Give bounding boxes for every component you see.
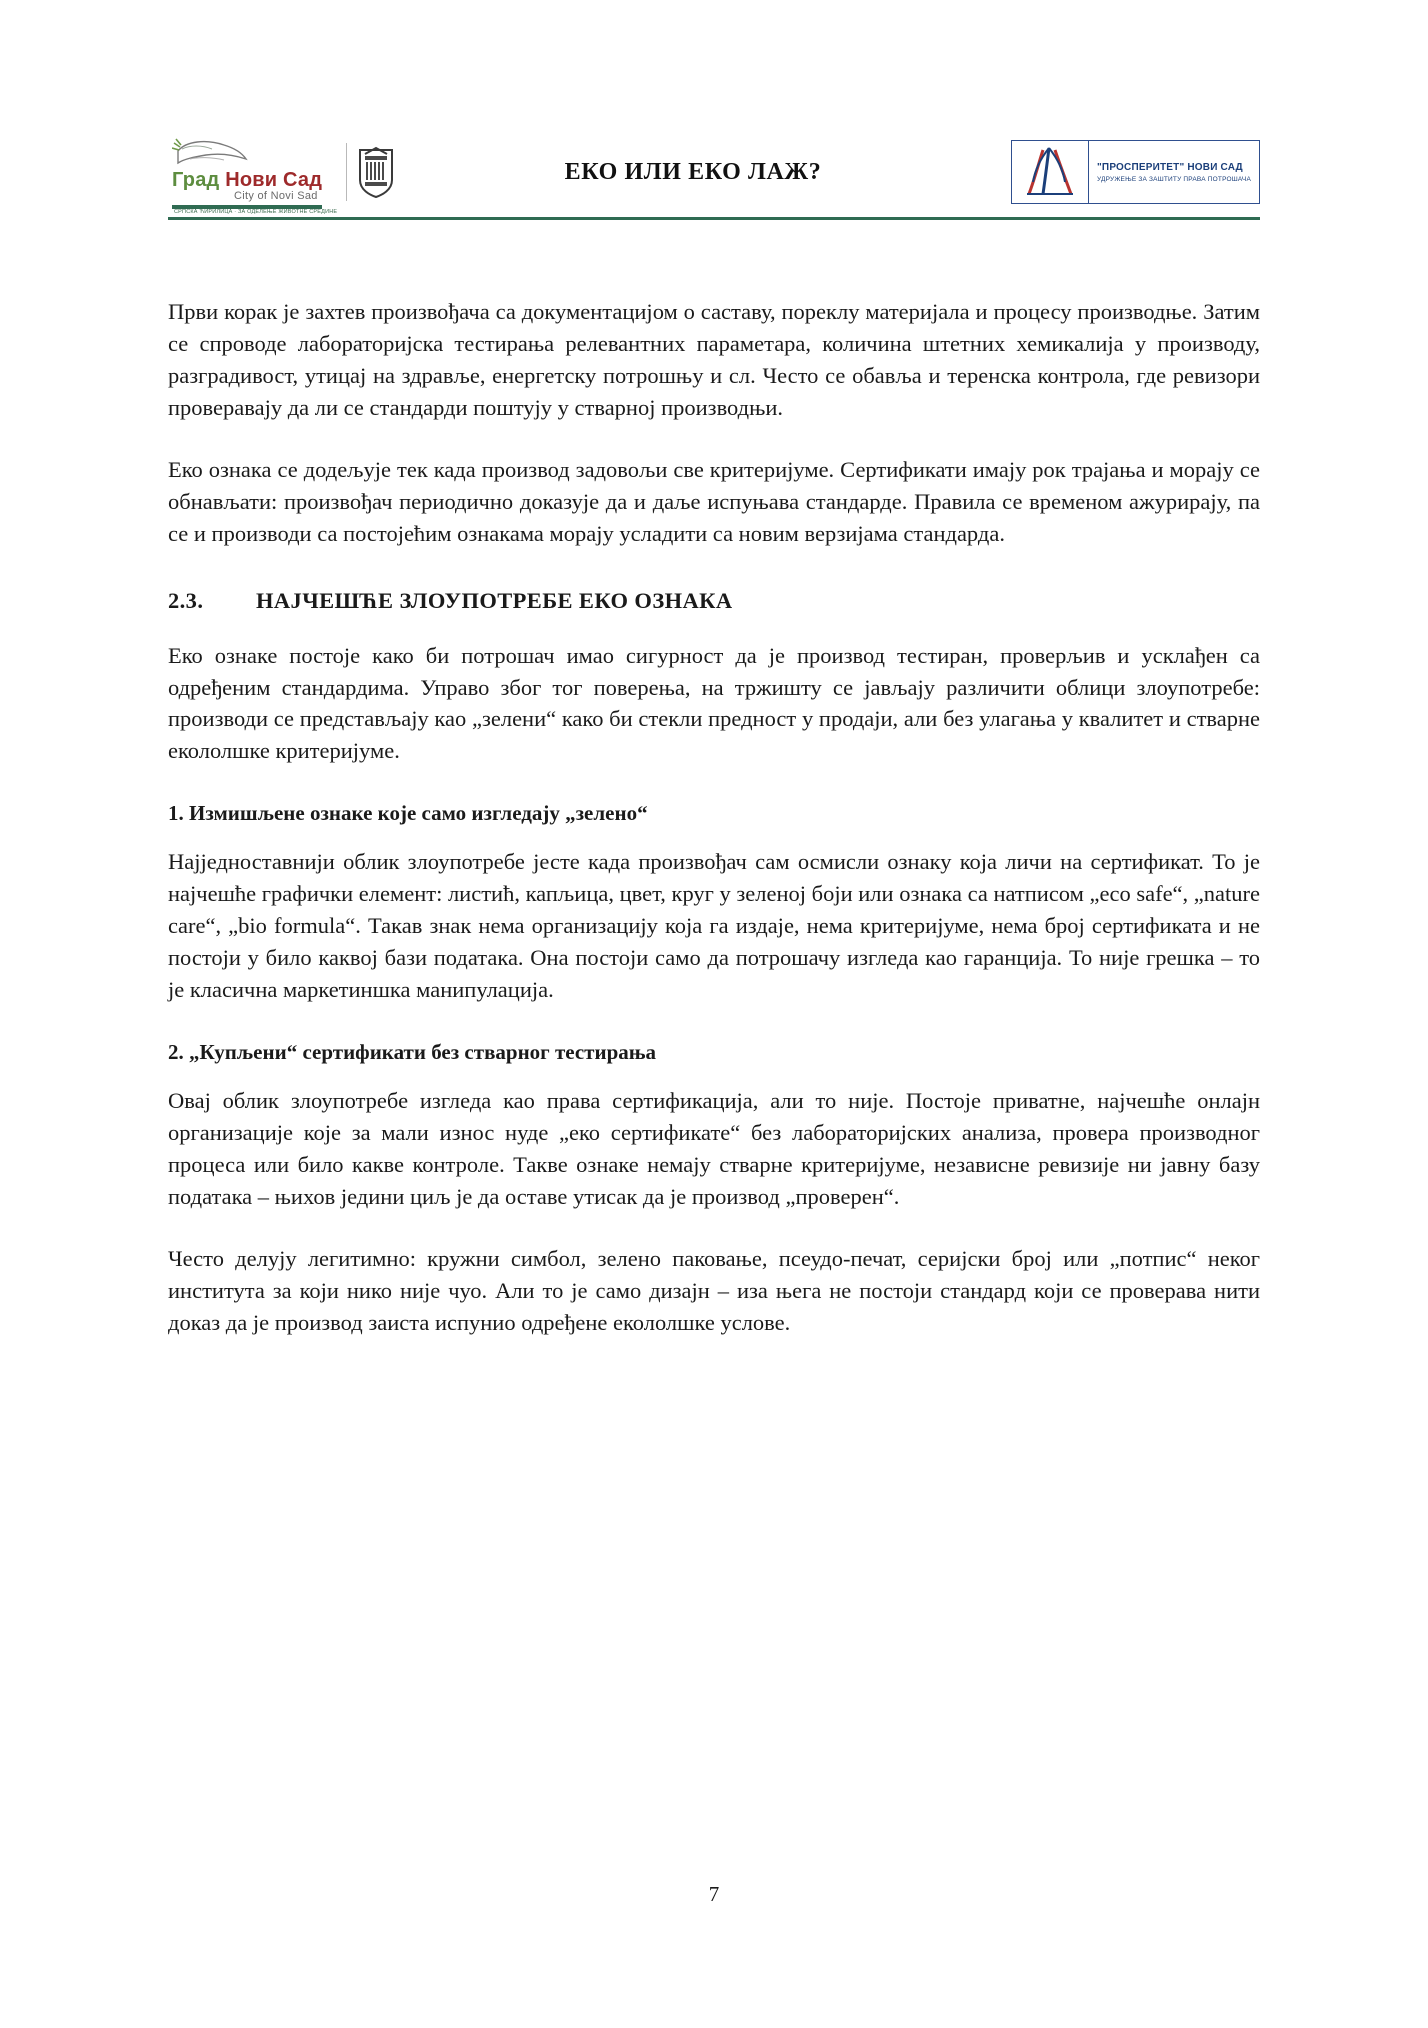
subheading: 2. „Купљени“ сертификати без стварног тестирања bbox=[168, 1040, 657, 1064]
header-rule bbox=[168, 217, 1260, 220]
city-logo-bar-subtext: СРПСКА ЋИРИЛИЦА · ЗА ОДЕЛЕЊЕ ЖИВОТНЕ СРЕДИНЕ bbox=[174, 209, 338, 215]
city-logo-city-en: City of Novi Sad bbox=[234, 190, 318, 202]
prosperitet-title: "ПРОСПЕРИТЕТ" НОВИ САД bbox=[1096, 161, 1243, 173]
section-number: 2.3. bbox=[168, 587, 204, 613]
subheading: 1. Измишљене ознаке које само изгледају „зелено“ bbox=[168, 801, 648, 826]
paragraph: Еко ознака се додељује тек када производ задовољи све критеријуме. Сертификати имају рок трајања и морају се обнављати: произвођач периодично доказује да и даље испуњава стандарде. Правила се временом ажурирају, па се и производи са постојећим ознакама морају усладити са новим верзијама стандарда. bbox=[168, 456, 1260, 546]
city-of-novi-sad-logo bbox=[168, 135, 395, 215]
page-header bbox=[168, 132, 1260, 224]
prosperitet-mark-icon bbox=[1012, 141, 1089, 203]
paragraph: Први корак је захтев произвођача са документацијом о саставу, пореклу материјала и процесу производње. Затим се спроводе лабораторијска тестирања релевантних параметара, количина штетних хемикалија у производу, разградивост, утицај на здравље, енергетску потрошњу и сл. Често се обавља и теренска контрола, где ревизори проверавају да ли се стандарди поштују у стварној производњи. bbox=[168, 299, 1260, 420]
page-number: 7 bbox=[708, 1882, 720, 1906]
city-logo-wordmark bbox=[172, 169, 322, 192]
paragraph: Најједноставнији облик злоупотребе јесте када произвођач сам осмисли ознаку која личи на сертификат. То је најчешће графички елемент: листић, капљица, цвет, круг у зеленој боји или ознака са натписом „eco safe“, „nature care“, „bio formula“. Такав знак нема организацију која га издаје, нема критеријуме, нема број сертификата и не постоји у било каквој бази података. Она постоји само да потрошачу изгледа као гаранција. То није грешка – то је класична маркетиншка манипулација. bbox=[168, 849, 1260, 1003]
page-title: ЕКО ИЛИ ЕКО ЛАЖ? bbox=[564, 158, 822, 185]
city-logo-city-cyr: Нови Сад bbox=[225, 169, 323, 191]
section-title: НАЈЧЕШЋЕ ЗЛОУПОТРЕБЕ ЕКО ОЗНАКА bbox=[256, 587, 733, 613]
section-heading bbox=[168, 588, 1260, 614]
bird-icon bbox=[172, 137, 250, 171]
paragraph: Еко ознаке постоје како би потрошач имао сигурност да је производ тестиран, проверљив и усклађен са одређеним стандардима. Управо због тог поверења, на тржишту се јављају различити облици злоупотребе: производи се представљају као „зелени“ како би стекли предност у продаји, али без улагања у квалитет и стварне екололшке критеријуме. bbox=[168, 642, 1260, 764]
prosperitet-subtitle: УДРУЖЕЊЕ ЗА ЗАШТИТУ ПРАВА ПОТРОШАЧА bbox=[1096, 175, 1251, 183]
paragraph: Овај облик злоупотребе изгледа као права сертификација, али то није. Постоје приватне, најчешће онлајн организације које за мали износ нуде „еко сертификате“ без лабораторијских анализа, провера производног процеса или било какве контроле. Такве ознаке немају стварне критеријуме, независне ревизије ни јавну базу података – њихов једини циљ је да оставе утисак да је производ „проверен“. bbox=[168, 1088, 1260, 1209]
paragraph: Често делују легитимно: кружни симбол, зелено паковање, псеудо-печат, серијски број или „потпис“ неког института за који нико није чуо. Али то је само дизајн – иза њега не постоји стандард који се проверава нити доказ да је производ заиста испунио одређене екололшке услове. bbox=[168, 1245, 1260, 1335]
document-body bbox=[168, 296, 1260, 1369]
prosperitet-logo bbox=[1011, 140, 1260, 204]
city-logo-grad: Град bbox=[172, 169, 220, 191]
header-divider bbox=[346, 143, 347, 201]
city-crest-icon bbox=[357, 146, 395, 198]
